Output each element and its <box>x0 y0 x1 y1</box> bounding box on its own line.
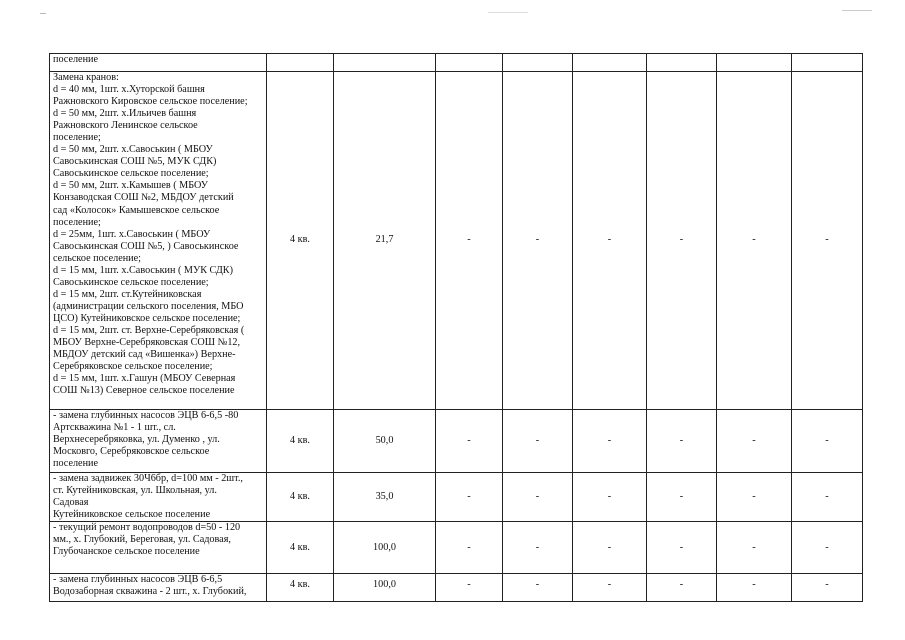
description-line: - замена глубинных насосов ЭЦВ 6-6,5 -80 <box>53 410 239 421</box>
scan-speck <box>40 13 46 14</box>
period-cell: 4 кв. <box>267 72 334 410</box>
description-line: d = 15 мм, 2шт. ст. Верхне-Серебряковская ( <box>53 324 245 336</box>
value-cell: - <box>717 574 792 602</box>
description-line: поселение <box>53 54 98 65</box>
amount-cell: 21,7 <box>334 72 436 410</box>
value-cell: - <box>647 473 717 522</box>
value-cell: - <box>647 72 717 410</box>
work-description-cell <box>50 473 267 522</box>
value-cell <box>573 54 647 72</box>
value-cell: - <box>436 72 503 410</box>
table-row <box>50 574 863 602</box>
description-line: Ражновского Ленинское сельское <box>53 120 198 132</box>
value-cell: - <box>436 410 503 473</box>
description-line: - текущий ремонт водопроводов d=50 - 120 <box>53 522 241 534</box>
table-row <box>50 410 863 473</box>
value-cell: - <box>503 473 573 522</box>
description-line: МБДОУ детский сад «Вишенка») Верхне- <box>53 349 236 361</box>
description-line: d = 25мм, 1шт. х.Савоськин ( МБОУ <box>53 228 211 240</box>
value-cell <box>792 54 863 72</box>
value-cell: - <box>647 410 717 473</box>
value-cell: - <box>717 522 792 574</box>
value-cell: - <box>436 522 503 574</box>
work-description-cell <box>50 54 267 72</box>
description-line: d = 50 мм, 2шт. х.Камышев ( МБОУ <box>53 180 208 192</box>
description-line: ЦСО) Кутейниковское сельское поселение; <box>53 312 241 324</box>
value-cell: - <box>647 574 717 602</box>
value-cell: - <box>573 522 647 574</box>
value-cell <box>436 54 503 72</box>
description-line: d = 50 мм, 2шт. х.Савоськин ( МБОУ <box>53 144 213 156</box>
table-row <box>50 54 863 72</box>
scan-speck <box>842 10 872 11</box>
description-line: - замена глубинных насосов ЭЦВ 6-6,5 <box>53 574 223 586</box>
amount-cell: 100,0 <box>334 574 436 602</box>
work-description-cell <box>50 574 267 602</box>
value-cell: - <box>573 574 647 602</box>
value-cell: - <box>503 72 573 410</box>
description-line: d = 40 мм, 1шт. х.Хуторской башня <box>53 84 205 96</box>
period-cell: 4 кв. <box>267 574 334 602</box>
description-line: мм., х. Глубокий, Береговая, ул. Садовая, <box>53 534 231 546</box>
description-line: поселение; <box>53 216 101 228</box>
description-line: Водозаборная скважина - 2 шт., х. Глубокий, <box>53 586 247 598</box>
description-line: d = 15 мм, 1шт. х.Гашун (МБОУ Северная <box>53 373 236 385</box>
description-line: Артскважина №1 - 1 шт., сл. <box>53 422 176 434</box>
value-cell: - <box>573 473 647 522</box>
value-cell: - <box>503 522 573 574</box>
value-cell: - <box>792 522 863 574</box>
description-line: поселение <box>53 458 98 470</box>
value-cell <box>647 54 717 72</box>
description-line: Кутейниковское сельское поселение <box>53 509 211 521</box>
document-table <box>49 53 863 602</box>
description-line: МБОУ Верхне-Серебряковская СОШ №12, <box>53 337 241 349</box>
table-row <box>50 473 863 522</box>
amount-cell: 50,0 <box>334 410 436 473</box>
period-cell <box>267 54 334 72</box>
description-line: ст. Кутейниковская, ул. Школьная, ул. <box>53 485 217 497</box>
description-line: Савоськинское сельское поселение; <box>53 168 209 180</box>
description-line: Верхнесеребряковка, ул. Думенко , ул. <box>53 434 220 446</box>
value-cell <box>717 54 792 72</box>
value-cell: - <box>503 410 573 473</box>
value-cell: - <box>792 574 863 602</box>
value-cell: - <box>647 522 717 574</box>
work-description-cell <box>50 72 267 410</box>
table-row <box>50 72 863 410</box>
period-cell: 4 кв. <box>267 522 334 574</box>
description-line: Замена кранов: <box>53 72 119 83</box>
work-description-cell <box>50 410 267 473</box>
work-description-cell <box>50 522 267 574</box>
value-cell: - <box>792 72 863 410</box>
table-body <box>50 54 863 602</box>
value-cell: - <box>717 473 792 522</box>
value-cell: - <box>792 410 863 473</box>
description-line: Савоськинское сельское поселение; <box>53 276 209 288</box>
description-line: Глубочанское сельское поселение <box>53 546 200 558</box>
value-cell <box>503 54 573 72</box>
value-cell: - <box>717 72 792 410</box>
period-cell: 4 кв. <box>267 410 334 473</box>
amount-cell <box>334 54 436 72</box>
value-cell: - <box>436 574 503 602</box>
description-line: Савоськинская СОШ №5, МУК СДК) <box>53 156 217 168</box>
description-line: Савоськинская СОШ №5, ) Савоськинское <box>53 240 239 252</box>
scan-speck <box>488 12 528 13</box>
description-line: d = 15 мм, 1шт. х.Савоськин ( МУК СДК) <box>53 264 233 276</box>
description-line: (администрации сельского поселения, МБО <box>53 300 244 312</box>
period-cell: 4 кв. <box>267 473 334 522</box>
description-line: d = 15 мм, 2шт. ст.Кутейниковская <box>53 288 202 300</box>
description-line: сад «Колосок» Камышевское сельское <box>53 204 220 216</box>
description-line: СОШ №13) Северное сельское поселение <box>53 385 235 397</box>
value-cell: - <box>503 574 573 602</box>
description-line: Конзаводская СОШ №2, МБДОУ детский <box>53 192 234 204</box>
description-line: - замена задвижек 30Ч6бр, d=100 мм - 2шт., <box>53 473 243 484</box>
amount-cell: 100,0 <box>334 522 436 574</box>
description-line: d = 50 мм, 2шт. х.Ильичев башня <box>53 108 197 120</box>
amount-cell: 35,0 <box>334 473 436 522</box>
value-cell: - <box>573 410 647 473</box>
description-line: Серебряковское сельское поселение; <box>53 361 213 373</box>
description-line: Садовая <box>53 497 89 509</box>
description-line: Ражновского Кировское сельское поселение; <box>53 96 248 108</box>
value-cell: - <box>792 473 863 522</box>
table-row <box>50 522 863 574</box>
description-line: поселение; <box>53 132 101 144</box>
description-line: Московго, Серебряковское сельское <box>53 446 210 458</box>
value-cell: - <box>717 410 792 473</box>
description-line: сельское поселение; <box>53 252 141 264</box>
value-cell: - <box>573 72 647 410</box>
value-cell: - <box>436 473 503 522</box>
